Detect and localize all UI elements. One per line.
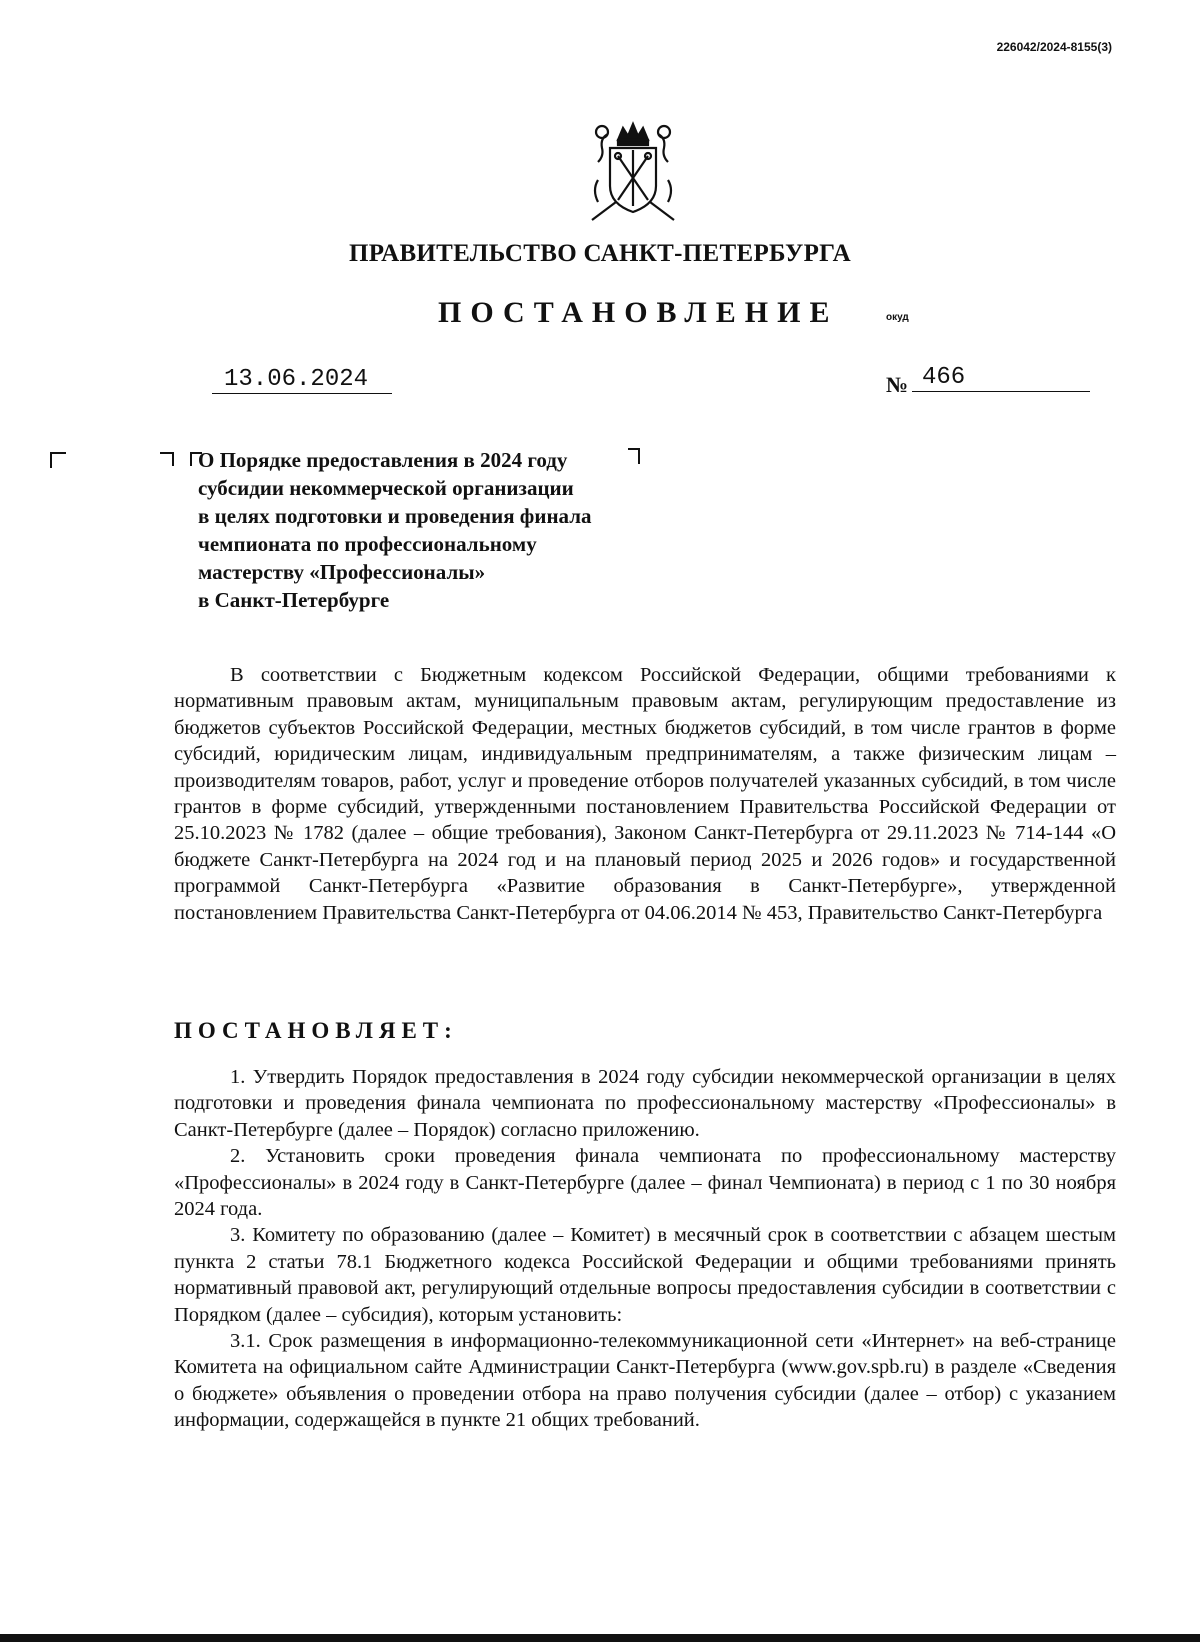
corner-mark	[50, 452, 66, 468]
document-number: 466	[912, 364, 1090, 392]
resolution-item: 2. Установить сроки проведения финала чемпионата по профессиональному мастерству «Профессионалы» в 2024 году в Санкт-Петербурге (далее – финал Чемпионата) в период с 1 по 30 ноября 2024 года.	[174, 1145, 1116, 1221]
saint-petersburg-coat-of-arms-icon	[578, 120, 688, 230]
preamble-paragraph: В соответствии с Бюджетным кодексом Российской Федерации, общими требованиями к нормативным правовым актам, муниципальным правовым актам, регулирующим предоставление из бюджетов субъектов Российской Федерации, местных бюджетов субсидий, в том числе грантов в форме субсидий, юридическим лицам, индивидуальным предпринимателям, а также физическим лицам – производителям товаров, работ, услуг и проведение отборов получателей указанных субсидий, в том числе грантов в форме субсидий, утвержденными постановлением Правительства Российской Федерации от 25.10.2023 № 1782 (далее – общие требования), Законом Санкт-Петербурга от 29.11.2023 № 714-144 «О бюджете Санкт-Петербурга на 2024 год и на плановый период 2025 и 2026 годов» и государственной программой Санкт-Петербурга «Развитие образования в Санкт-Петербурге», утвержденной постановлением Правительства Санкт-Петербурга от 04.06.2014 № 453, Правительство Санкт-Петербурга	[174, 664, 1116, 924]
preamble-section	[174, 662, 1116, 926]
document-type-heading: ПОСТАНОВЛЕНИЕ	[438, 296, 839, 329]
document-date: 13.06.2024	[212, 366, 392, 394]
government-title: ПРАВИТЕЛЬСТВО САНКТ-ПЕТЕРБУРГА	[348, 240, 852, 267]
page-bottom-edge	[0, 1634, 1200, 1642]
number-sign: №	[886, 372, 909, 397]
subject-line: субсидии некоммерческой организации	[198, 476, 574, 500]
document-registration-number: 226042/2024-8155(3)	[996, 40, 1112, 54]
resolution-item: 1. Утвердить Порядок предоставления в 2024 году субсидии некоммерческой организации в целях подготовки и проведения финала чемпионата по профессиональному мастерству «Профессионалы» в Санкт-Петербурге (далее – Порядок) согласно приложению.	[174, 1066, 1116, 1141]
subject-line: чемпионата по профессиональному	[198, 532, 537, 556]
subject-line: в целях подготовки и проведения финала	[198, 504, 592, 528]
resolves-heading: ПОСТАНОВЛЯЕТ:	[174, 1018, 458, 1043]
subject-line: О Порядке предоставления в 2024 году	[198, 448, 568, 472]
corner-mark	[160, 452, 174, 466]
resolution-items	[174, 1064, 1116, 1434]
document-subject	[198, 446, 668, 614]
okud-label: окуд	[886, 312, 909, 323]
subject-line: мастерству «Профессионалы»	[198, 560, 486, 584]
subject-line: в Санкт-Петербурге	[198, 588, 390, 612]
resolution-item: 3. Комитету по образованию (далее – Комитет) в месячный срок в соответствии с абзацем шестым пункта 2 статьи 78.1 Бюджетного кодекса Российской Федерации и общими требованиями принять нормативный правовой акт, регулирующий отдельные вопросы предоставления субсидии в соответствии с Порядком (далее – субсидия), которым установить:	[174, 1224, 1116, 1326]
resolution-item: 3.1. Срок размещения в информационно-телекоммуникационной сети «Интернет» на веб-странице Комитета на официальном сайте Администрации Санкт-Петербурга (www.gov.spb.ru) в разделе «Сведения о бюджете» объявления о проведении отбора на право получения субсидии (далее – отбор) с указанием информации, содержащейся в пункте 21 общих требований.	[174, 1330, 1116, 1432]
